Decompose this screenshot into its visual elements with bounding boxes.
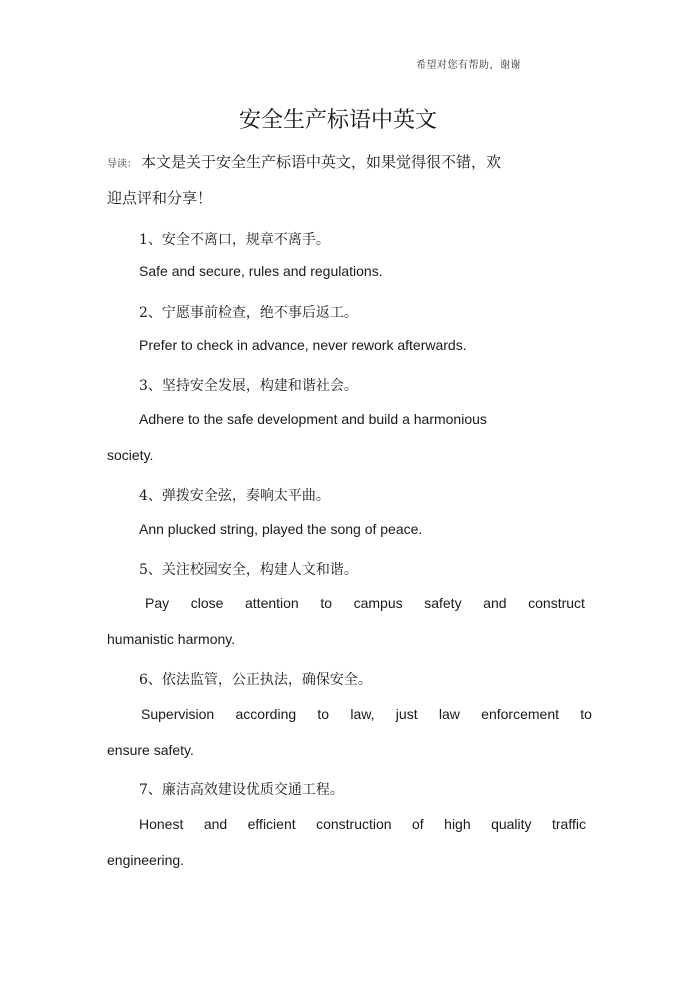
intro-line-2: 迎点评和分享！: [107, 189, 213, 207]
item-3-english-line-1: Adhere to the safe development and build a harmonious: [139, 411, 487, 427]
word: just: [395, 706, 418, 722]
intro-text-1: 本文是关于安全生产标语中英文，如果觉得很不错，欢: [141, 153, 502, 171]
word: safety: [424, 595, 462, 611]
item-5-english-line-2: humanistic harmony.: [107, 631, 236, 647]
intro-label: 导读：: [107, 159, 137, 170]
word: construct: [528, 595, 585, 611]
word: to: [320, 595, 332, 611]
item-4-english: Ann plucked string, played the song of peace.: [139, 521, 423, 537]
word: traffic: [552, 816, 586, 832]
word: efficient: [247, 816, 296, 832]
word: construction: [316, 816, 392, 832]
word: Supervision: [141, 706, 215, 722]
word: to: [580, 706, 592, 722]
word: enforcement: [481, 706, 559, 722]
word: close: [190, 595, 224, 611]
item-5-chinese: 5、关注校园安全，构建人文和谐。: [139, 562, 358, 578]
item-4-chinese: 4、弹拨安全弦，奏响太平曲。: [139, 488, 330, 504]
item-7-english-line-1: [139, 816, 586, 832]
word: to: [317, 706, 330, 722]
item-7-english-line-2: engineering.: [107, 852, 185, 868]
item-6-chinese: 6、依法监管，公正执法，确保安全。: [139, 672, 372, 688]
word: campus: [353, 595, 403, 611]
word: high: [444, 816, 471, 832]
item-5-english-line-1: [145, 595, 585, 611]
item-2-chinese: 2、宁愿事前检查，绝不事后返工。: [139, 305, 358, 321]
word: law: [438, 706, 460, 722]
item-1-english: Safe and secure, rules and regulations.: [139, 263, 383, 279]
word: and: [483, 595, 507, 611]
item-1-chinese: 1、安全不离口，规章不离手。: [139, 232, 330, 248]
word: law,: [350, 706, 375, 722]
word: Pay: [145, 595, 170, 611]
page-title: 安全生产标语中英文: [238, 108, 437, 133]
word: attention: [245, 595, 299, 611]
item-6-english-line-2: ensure safety.: [107, 742, 194, 758]
word: and: [203, 816, 228, 832]
word: of: [412, 816, 424, 832]
item-3-english-line-2: society.: [107, 447, 154, 463]
intro-line-1: [107, 151, 501, 172]
word: quality: [491, 816, 532, 832]
word: according: [235, 706, 297, 722]
item-3-chinese: 3、坚持安全发展，构建和谐社会。: [139, 378, 358, 394]
item-6-english-line-1: [141, 706, 592, 722]
word: Honest: [139, 816, 184, 832]
header-note: 希望对您有帮助，谢谢: [416, 60, 521, 71]
item-2-english: Prefer to check in advance, never rework afterwards.: [139, 337, 467, 353]
item-7-chinese: 7、廉洁高效建设优质交通工程。: [139, 782, 344, 798]
